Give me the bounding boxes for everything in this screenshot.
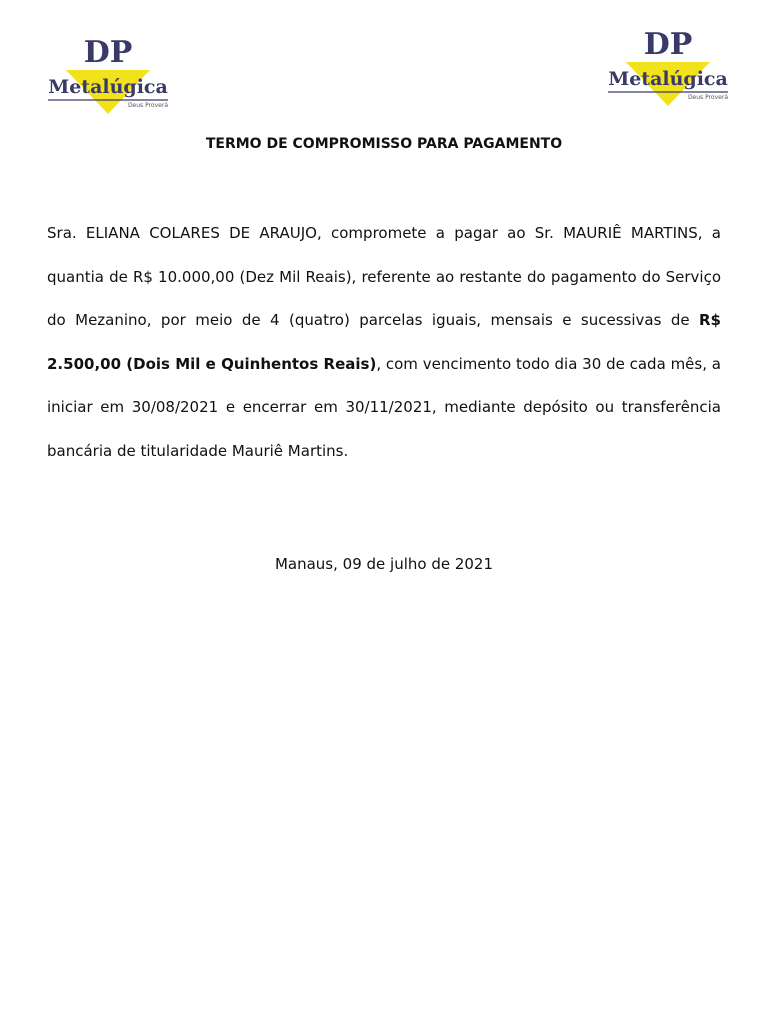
installment-amount: R$ 2.500,00 (Dois Mil e Quinhentos Reais)	[47, 311, 721, 373]
logo-mark: DP	[83, 35, 133, 70]
logo-mark: DP	[643, 27, 693, 62]
logo-name: Metalúgica	[48, 76, 168, 98]
paragraph-text-start: Sra. ELIANA COLARES DE ARAUJO, compromete a pagar ao Sr. MAURIÊ MARTINS, a quantia de R$ 10.000,00 (Dez Mil Reais), referente ao restante do pagamento do Serviço do Mezanino, por meio de 4 (quatro) parcelas iguais, mensais e sucessivas de	[47, 224, 721, 330]
place-and-date: Manaus, 09 de julho de 2021	[274, 555, 494, 573]
logo-tagline: Deus Proverá	[687, 94, 728, 101]
document-title: TERMO DE COMPROMISSO PARA PAGAMENTO	[205, 136, 563, 152]
company-logo-left	[46, 35, 170, 116]
logo-name: Metalúgica	[608, 68, 728, 90]
company-logo-right	[606, 27, 730, 108]
commitment-paragraph	[47, 212, 721, 474]
paragraph-text-end: , com vencimento todo dia 30 de cada mês, a iniciar em 30/08/2021 e encerrar em 30/11/2021, mediante depósito ou transferência bancária de titularidade Mauriê Martins.	[47, 354, 721, 460]
logo-tagline: Deus Proverá	[127, 102, 168, 109]
